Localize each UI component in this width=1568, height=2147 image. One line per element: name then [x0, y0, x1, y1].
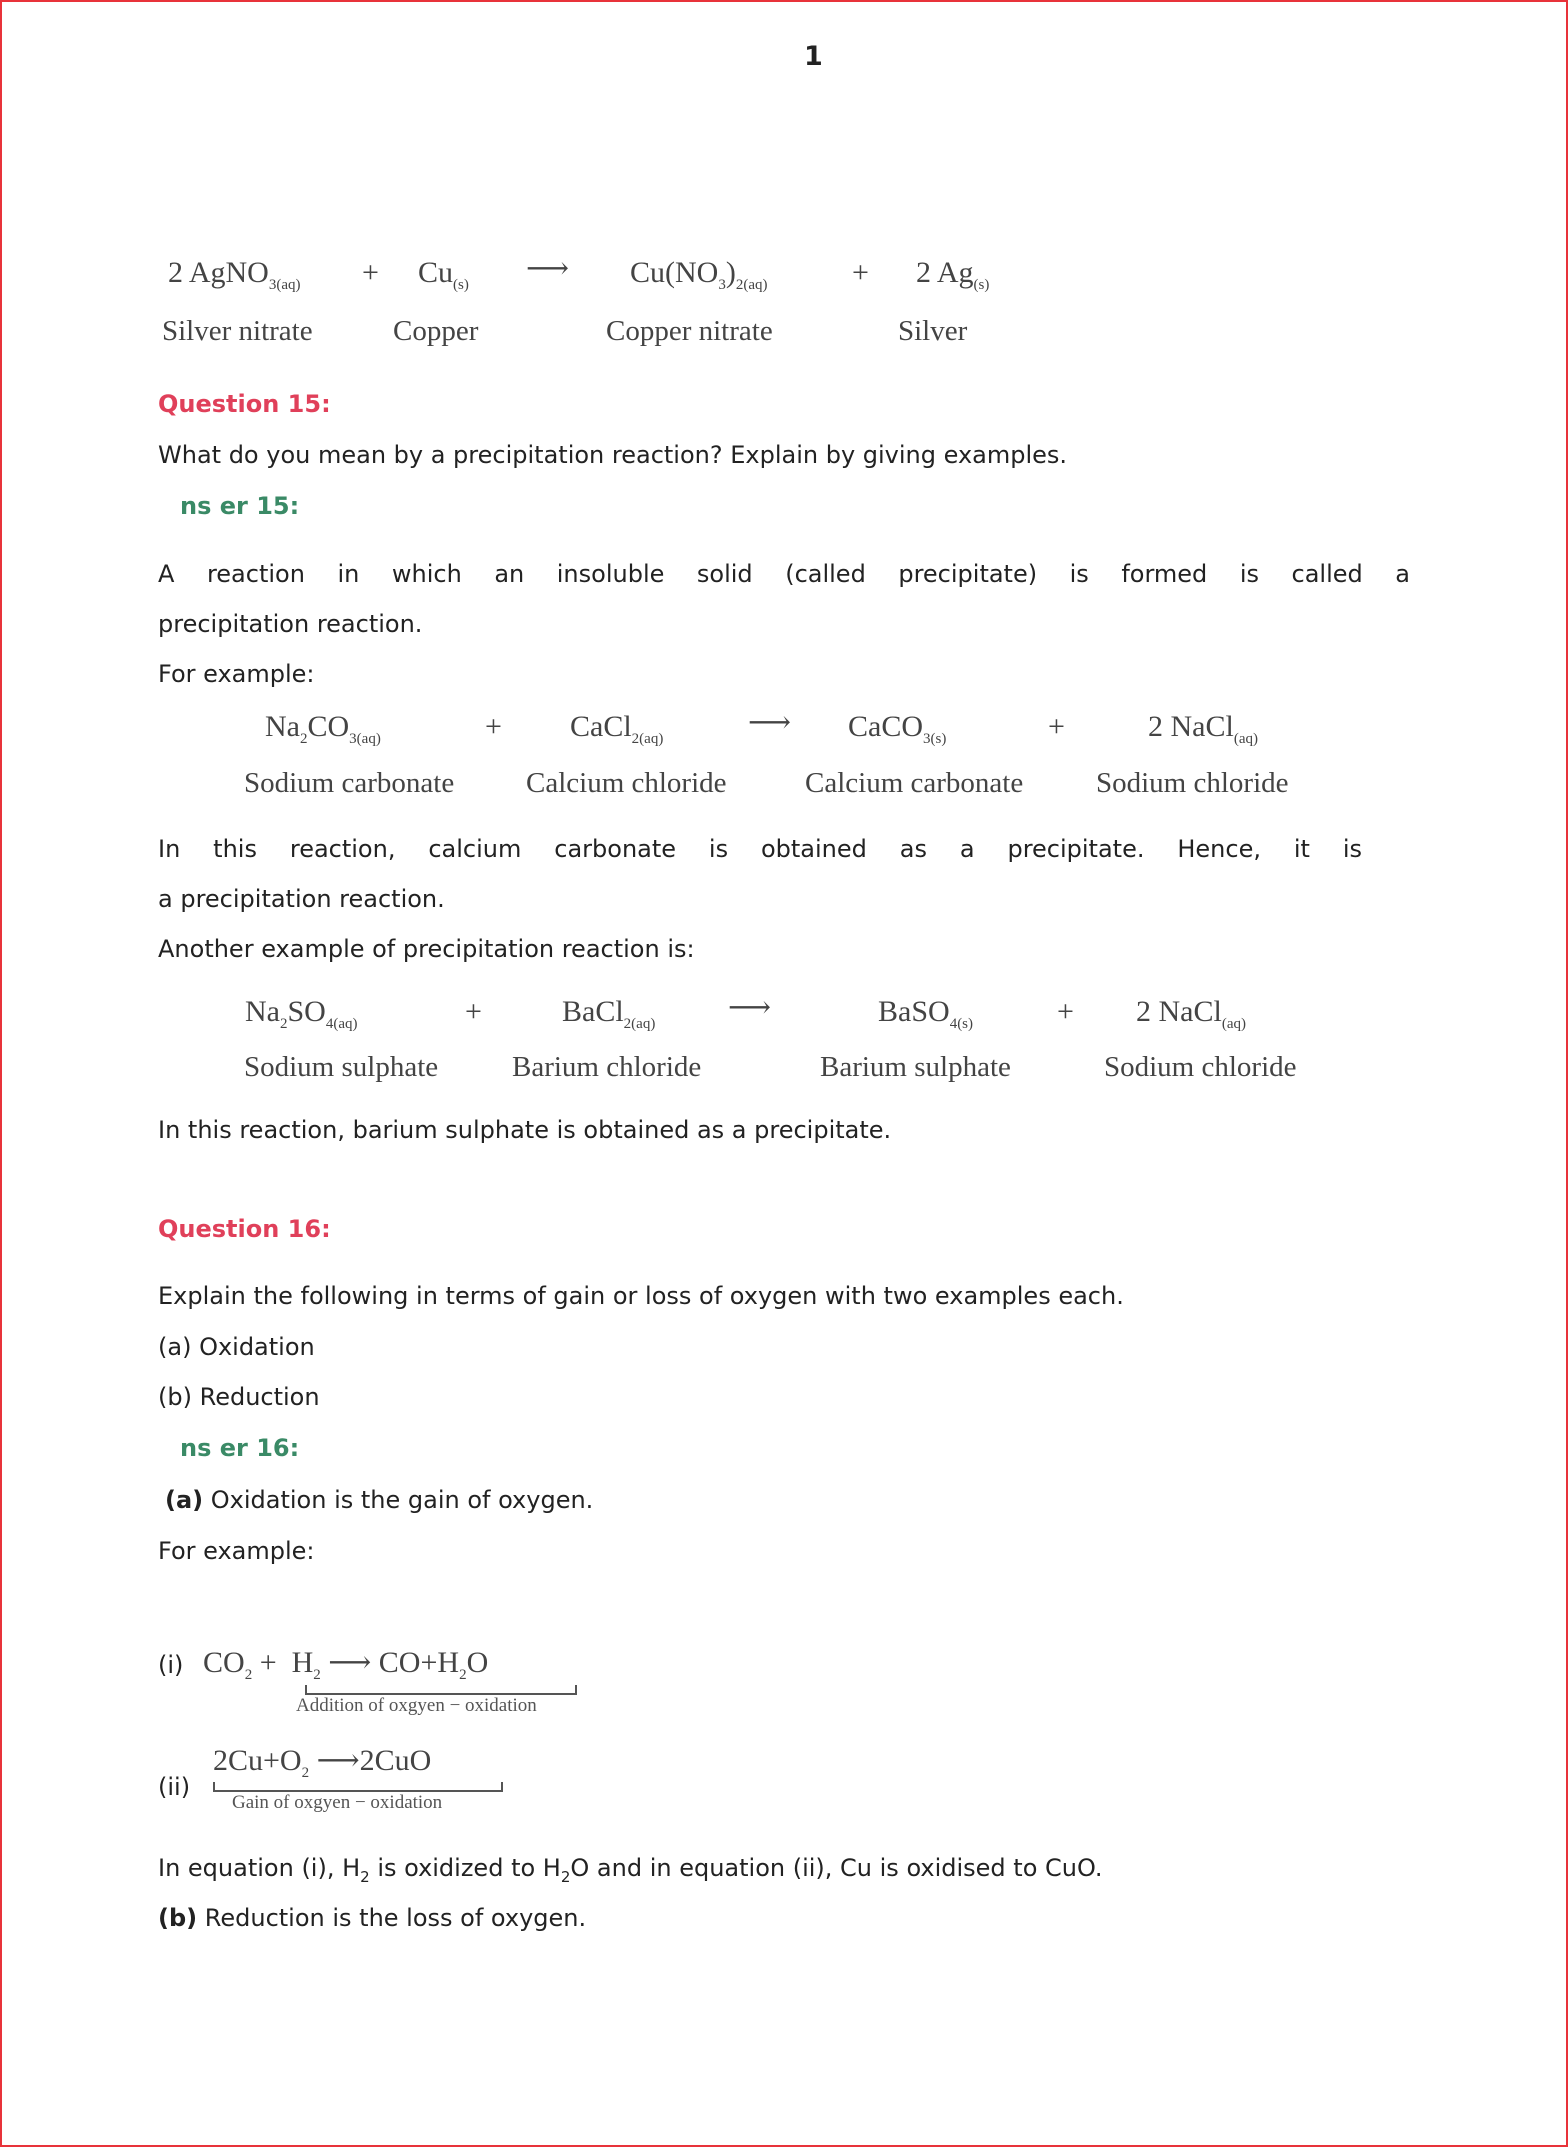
for-example-label-2: For example:: [158, 1537, 315, 1565]
answer-15-para1-end: precipitation reaction.: [158, 610, 423, 638]
answer-16-b: (b) Reduction is the loss of oxygen.: [158, 1904, 587, 1932]
answer-16-heading: ns er 16:: [180, 1434, 300, 1462]
answer-16-explanation: In equation (i), $H_2$ is oxidized to $H_2O$ and in equation (ii), Cu is oxidised to CuO.: [158, 1854, 1103, 1886]
question-16-part-b: (b) Reduction: [158, 1383, 320, 1411]
question-16-text: Explain the following in terms of gain or loss of oxygen with two examples each.: [158, 1282, 1124, 1310]
answer-15-para1: A reaction in which an insoluble solid (called precipitate) is formed is called a: [158, 560, 1410, 588]
answer-15-para2: In this reaction, calcium carbonate is obtained as a precipitate. Hence, it is: [158, 835, 1362, 863]
question-16-part-a: (a) Oxidation: [158, 1333, 315, 1361]
answer-15-para3: Another example of precipitation reaction is:: [158, 935, 695, 963]
question-16-heading: Question 16:: [158, 1215, 331, 1243]
question-15-text: What do you mean by a precipitation reaction? Explain by giving examples.: [158, 441, 1068, 469]
answer-16-a: (a) Oxidation is the gain of oxygen.: [165, 1486, 594, 1514]
answer-15-heading: ns er 15:: [180, 492, 300, 520]
answer-15-para2-end: a precipitation reaction.: [158, 885, 445, 913]
question-15-heading: Question 15:: [158, 390, 331, 418]
for-example-label: For example:: [158, 660, 315, 688]
answer-15-para4: In this reaction, barium sulphate is obtained as a precipitate.: [158, 1116, 892, 1144]
page-number: 1: [804, 41, 823, 72]
